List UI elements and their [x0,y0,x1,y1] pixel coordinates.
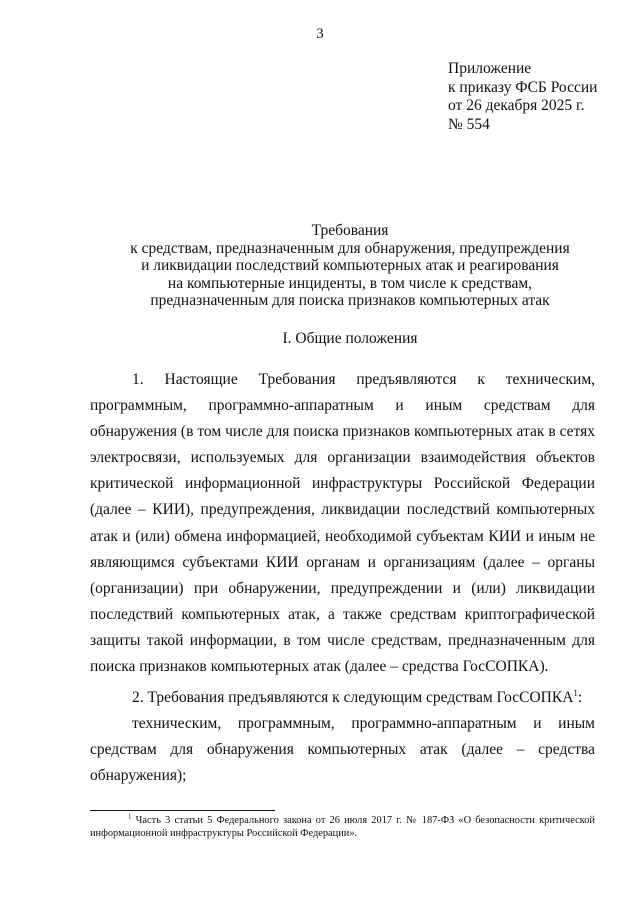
body-paragraph: 1. Настоящие Требования предъявляются к техническим, программным, программно-аппаратным и иным средствам для обнаружения (в том числе для поиска признаков компьютерных атак в сетях электросвязи, используемых для организации взаимодействия объектов критической информационной инфраструктуры Российской Федерации (далее – КИИ), предупреждения, ликвидации последствий компьютерных атак и (или) обмена информацией, необходимой субъектам КИИ и иным не являющимся субъектами КИИ органам и организациям (далее – органы (организации) при обнаружении, предупреждении и (или) ликвидации последствий компьютерных атак, а также средствам криптографической защиты такой информации, в том числе средствам, предназначенным для поиска признаков компьютерных атак (далее – средства ГосСОПКА). [90,371,595,676]
appendix-block [448,60,597,134]
title-line: к средствам, предназначенным для обнаружения, предупреждения [130,239,570,257]
footnote [90,812,595,840]
document-title [80,222,620,310]
footnote-text: Часть 3 статьи 5 Федерального закона от 26 июля 2017 г. № 187-ФЗ «О безопасности критической информационной инфраструктуры Российской Федерации». [90,815,595,839]
title-line: Требования [311,222,389,239]
body-paragraph: техническим, программным, программно-аппаратным и иным средствам для обнаружения компьютерных атак (далее – средства обнаружения); [90,715,595,785]
body-paragraph [90,685,595,711]
paragraph-text: 2. Требования предъявляются к следующим средствам ГосСОПКА [132,689,574,706]
title-line: и ликвидации последствий компьютерных атак и реагирования [141,257,559,275]
footnote-divider [90,810,275,811]
footnote-reference: 1 [573,687,578,698]
appendix-line: Приложение [448,60,532,77]
section-heading: I. Общие положения [282,330,418,347]
paragraph-punctuation: : [577,689,583,706]
title-line: предназначенным для поиска признаков компьютерных атак [150,292,550,310]
appendix-line: к приказу ФСБ России [448,78,598,96]
footnote-marker: 1 [128,812,132,821]
title-line: на компьютерные инциденты, в том числе к средствам, [167,274,533,292]
appendix-date: от 26 декабря 2025 г. [448,97,585,114]
appendix-number: № 554 [448,115,490,133]
page-number: 3 [316,26,324,42]
